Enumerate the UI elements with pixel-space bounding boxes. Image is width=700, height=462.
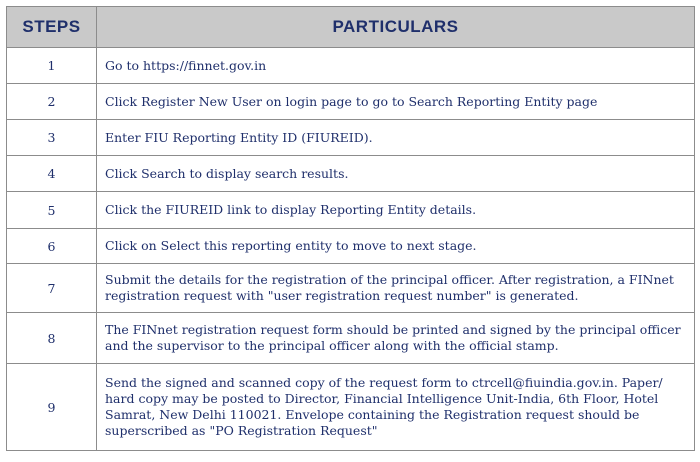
step-particulars: The FINnet registration request form should be printed and signed by the principal officer and the supervisor to the principal officer along with the official stamp.: [97, 313, 695, 364]
step-particulars: Go to https://finnet.gov.in: [97, 48, 695, 84]
steps-table-container: [6, 6, 695, 451]
step-particulars: Send the signed and scanned copy of the request form to ctrcell@fiuindia.gov.in. Paper/ hard copy may be posted to Director, Financial Intelligence Unit-India, 6th Floor, Hotel Samrat, New Delhi 110021. Envelope containing the Registration request should be superscribed as "PO Registration Request": [97, 364, 695, 451]
step-number: 4: [7, 156, 97, 192]
steps-table: [6, 6, 695, 451]
step-number: 3: [7, 120, 97, 156]
table-row: [7, 229, 695, 264]
step-particulars: Submit the details for the registration of the principal officer. After registration, a FINnet registration request with "user registration request number" is generated.: [97, 264, 695, 313]
step-particulars: Click on Select this reporting entity to move to next stage.: [97, 229, 695, 264]
table-row: [7, 192, 695, 229]
step-particulars: Click the FIUREID link to display Reporting Entity details.: [97, 192, 695, 229]
table-header-row: [7, 7, 695, 48]
table-row: [7, 364, 695, 451]
table-row: [7, 48, 695, 84]
step-particulars: Click Register New User on login page to go to Search Reporting Entity page: [97, 84, 695, 120]
table-row: [7, 84, 695, 120]
table-row: [7, 313, 695, 364]
steps-column-header: STEPS: [7, 7, 97, 48]
table-row: [7, 120, 695, 156]
step-particulars: Click Search to display search results.: [97, 156, 695, 192]
step-number: 7: [7, 264, 97, 313]
particulars-column-header: PARTICULARS: [97, 7, 695, 48]
step-number: 8: [7, 313, 97, 364]
step-number: 2: [7, 84, 97, 120]
step-particulars: Enter FIU Reporting Entity ID (FIUREID).: [97, 120, 695, 156]
step-number: 6: [7, 229, 97, 264]
table-row: [7, 156, 695, 192]
step-number: 9: [7, 364, 97, 451]
table-row: [7, 264, 695, 313]
step-number: 5: [7, 192, 97, 229]
step-number: 1: [7, 48, 97, 84]
